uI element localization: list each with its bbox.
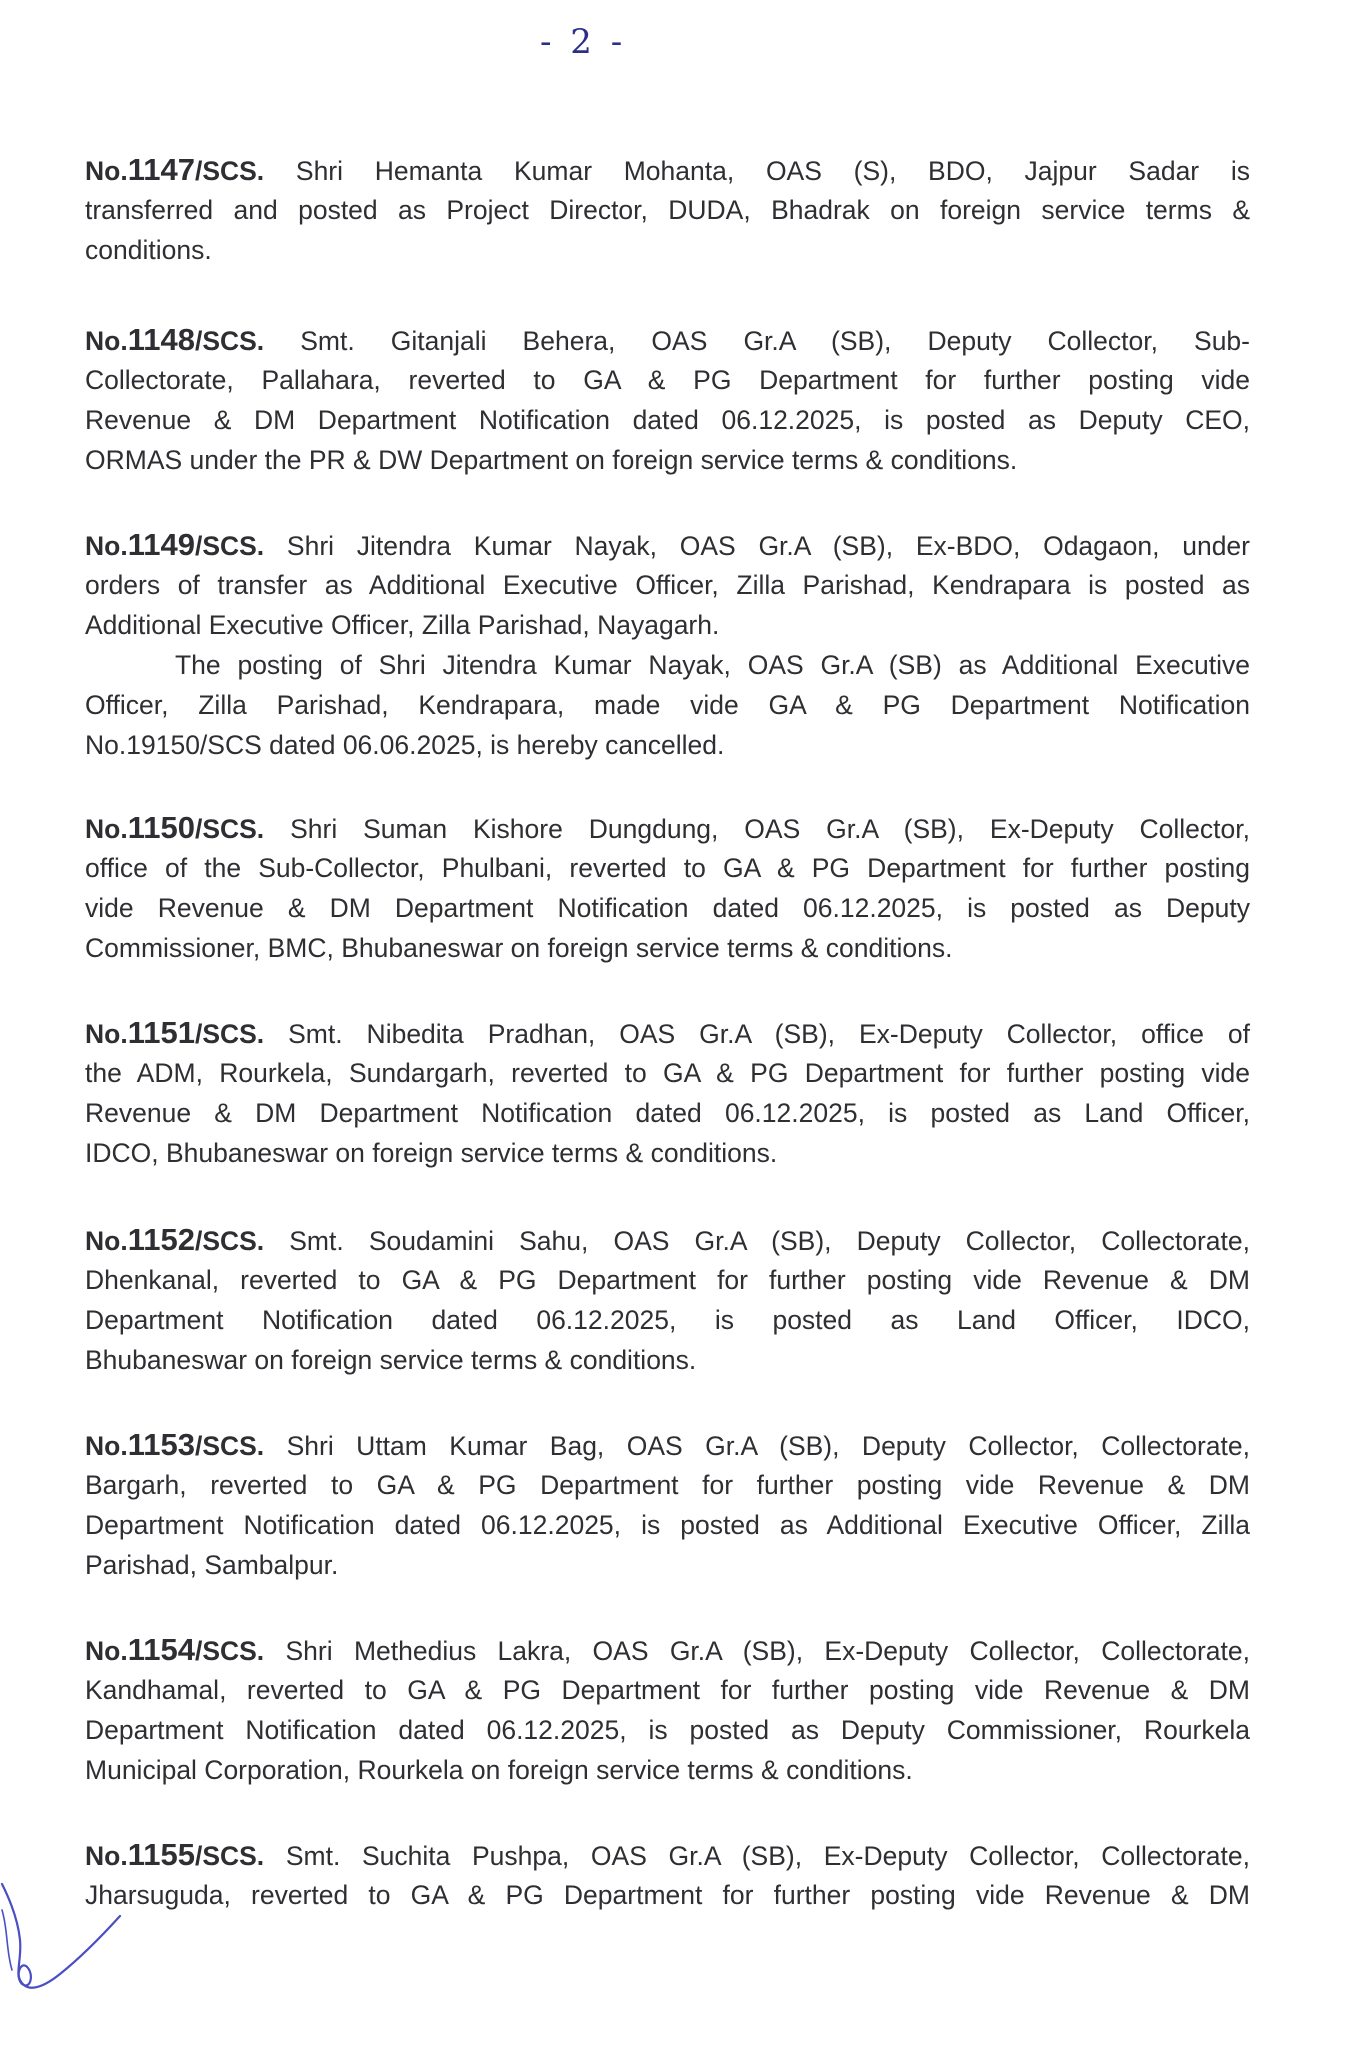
notification-line: Revenue & DM Department Notification dated 06.12.2025, is posted as Land Officer,	[85, 1098, 1250, 1128]
notification-line: Collectorate, Pallahara, reverted to GA & PG Department for further posting vide	[85, 365, 1250, 395]
number-suffix: /SCS.	[194, 814, 265, 844]
notification-text: Shri Uttam Kumar Bag, OAS Gr.A (SB), Deputy Collector, Collectorate,	[264, 1431, 1250, 1461]
number-digits: 1148	[127, 322, 195, 357]
notification-text: Shri Methedius Lakra, OAS Gr.A (SB), Ex-Deputy Collector, Collectorate,	[264, 1636, 1250, 1666]
number-suffix: /SCS.	[194, 1226, 265, 1256]
notification-line: transferred and posted as Project Director, DUDA, Bhadrak on foreign service terms &	[85, 195, 1250, 225]
number-prefix: No.	[85, 1841, 128, 1871]
notification-line: vide Revenue & DM Department Notification dated 06.12.2025, is posted as Deputy	[85, 893, 1250, 923]
notification-line: Parishad, Sambalpur.	[85, 1550, 339, 1580]
number-prefix: No.	[85, 531, 128, 561]
notification-line: Kandhamal, reverted to GA & PG Department for further posting vide Revenue & DM	[85, 1675, 1250, 1705]
notification-line: Bhubaneswar on foreign service terms & conditions.	[85, 1345, 697, 1375]
notification-line: the ADM, Rourkela, Sundargarh, reverted to GA & PG Department for further posting vide	[85, 1058, 1250, 1088]
notification-line: Bargarh, reverted to GA & PG Department for further posting vide Revenue & DM	[85, 1470, 1250, 1500]
number-digits: 1153	[127, 1427, 195, 1462]
notification-line: The posting of Shri Jitendra Kumar Nayak, OAS Gr.A (SB) as Additional Executive	[175, 650, 1250, 680]
number-suffix: /SCS.	[194, 1636, 265, 1666]
notification-line	[85, 808, 1250, 848]
notification-line: Department Notification dated 06.12.2025, is posted as Land Officer, IDCO,	[85, 1305, 1250, 1335]
notification-line: conditions.	[85, 235, 212, 265]
number-suffix: /SCS.	[194, 531, 265, 561]
notification-line: Additional Executive Officer, Zilla Parishad, Nayagarh.	[85, 610, 720, 640]
notification-number	[85, 1632, 265, 1667]
notification-line: Officer, Zilla Parishad, Kendrapara, made vide GA & PG Department Notification	[85, 690, 1250, 720]
notification-line: Revenue & DM Department Notification dated 06.12.2025, is posted as Deputy CEO,	[85, 405, 1250, 435]
notification-number	[85, 810, 265, 845]
number-suffix: /SCS.	[194, 1019, 265, 1049]
number-digits: 1150	[127, 810, 195, 845]
number-prefix: No.	[85, 1226, 128, 1256]
notification-line	[85, 320, 1250, 360]
page-number: - 2 -	[540, 22, 627, 62]
notification-line	[85, 1835, 1250, 1875]
number-prefix: No.	[85, 1431, 128, 1461]
notification-line: Municipal Corporation, Rourkela on foreign service terms & conditions.	[85, 1755, 913, 1785]
notification-line: IDCO, Bhubaneswar on foreign service terms & conditions.	[85, 1138, 778, 1168]
number-prefix: No.	[85, 1019, 128, 1049]
notification-text: Smt. Soudamini Sahu, OAS Gr.A (SB), Deputy Collector, Collectorate,	[264, 1226, 1250, 1256]
notification-line: Jharsuguda, reverted to GA & PG Department for further posting vide Revenue & DM	[85, 1880, 1250, 1910]
number-suffix: /SCS.	[194, 1431, 265, 1461]
notification-line	[85, 1630, 1250, 1670]
notification-number	[85, 527, 265, 562]
notification-line: Dhenkanal, reverted to GA & PG Department for further posting vide Revenue & DM	[85, 1265, 1250, 1295]
notification-text: Shri Hemanta Kumar Mohanta, OAS (S), BDO, Jajpur Sadar is	[264, 156, 1250, 186]
number-digits: 1155	[127, 1837, 195, 1872]
notification-text: Smt. Suchita Pushpa, OAS Gr.A (SB), Ex-Deputy Collector, Collectorate,	[264, 1841, 1250, 1871]
signature-mark	[0, 1880, 160, 2000]
number-digits: 1147	[127, 152, 195, 187]
number-digits: 1154	[127, 1632, 195, 1667]
number-suffix: /SCS.	[194, 156, 265, 186]
notification-1154	[85, 1630, 1250, 1790]
notification-number	[85, 1222, 265, 1257]
notification-number	[85, 1427, 265, 1462]
notification-number	[85, 1015, 265, 1050]
notification-text: Shri Suman Kishore Dungdung, OAS Gr.A (SB), Ex-Deputy Collector,	[264, 814, 1250, 844]
notification-line: No.19150/SCS dated 06.06.2025, is hereby cancelled.	[85, 730, 725, 760]
notification-line: ORMAS under the PR & DW Department on foreign service terms & conditions.	[85, 445, 1018, 475]
notification-1153	[85, 1425, 1250, 1585]
notification-line: Department Notification dated 06.12.2025, is posted as Deputy Commissioner, Rourkela	[85, 1715, 1250, 1745]
notification-line	[85, 1220, 1250, 1260]
notification-1148	[85, 320, 1250, 480]
notification-1155	[85, 1835, 1250, 1915]
notification-line: Department Notification dated 06.12.2025, is posted as Additional Executive Officer, Zilla	[85, 1510, 1250, 1540]
notification-number	[85, 1837, 265, 1872]
notification-line: Commissioner, BMC, Bhubaneswar on foreign service terms & conditions.	[85, 933, 953, 963]
number-suffix: /SCS.	[194, 326, 265, 356]
number-digits: 1149	[127, 527, 195, 562]
notification-1149	[85, 525, 1250, 765]
number-prefix: No.	[85, 326, 128, 356]
number-digits: 1152	[127, 1222, 195, 1257]
notification-text: Shri Jitendra Kumar Nayak, OAS Gr.A (SB), Ex-BDO, Odagaon, under	[264, 531, 1250, 561]
notification-line	[85, 525, 1250, 565]
notification-1152	[85, 1220, 1250, 1380]
number-prefix: No.	[85, 156, 128, 186]
notification-1151	[85, 1013, 1250, 1173]
notification-1150	[85, 808, 1250, 968]
notification-number	[85, 152, 265, 187]
number-prefix: No.	[85, 814, 128, 844]
notification-1147	[85, 150, 1250, 270]
notification-number	[85, 322, 265, 357]
notification-line	[85, 1013, 1250, 1053]
notification-line: office of the Sub-Collector, Phulbani, reverted to GA & PG Department for further posting	[85, 853, 1250, 883]
notification-line	[85, 1425, 1250, 1465]
number-prefix: No.	[85, 1636, 128, 1666]
notification-line	[85, 150, 1250, 190]
number-digits: 1151	[127, 1015, 195, 1050]
notification-text: Smt. Nibedita Pradhan, OAS Gr.A (SB), Ex-Deputy Collector, office of	[264, 1019, 1250, 1049]
number-suffix: /SCS.	[194, 1841, 265, 1871]
notification-text: Smt. Gitanjali Behera, OAS Gr.A (SB), Deputy Collector, Sub-	[264, 326, 1250, 356]
notification-line: orders of transfer as Additional Executive Officer, Zilla Parishad, Kendrapara is posted as	[85, 570, 1250, 600]
